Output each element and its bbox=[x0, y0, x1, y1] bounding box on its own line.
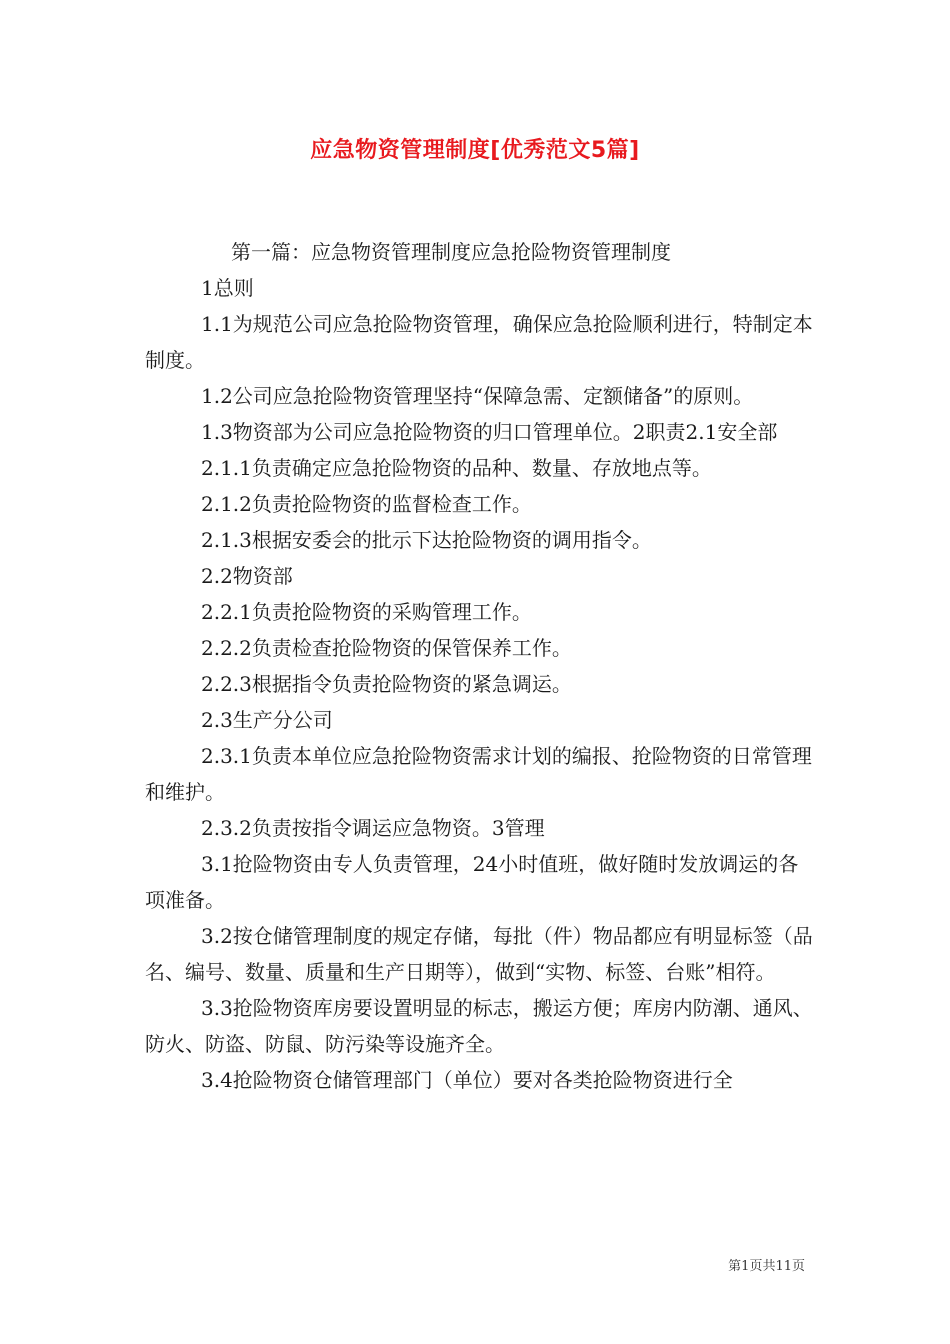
paragraph: 2.1.2负责抢险物资的监督检查工作。 bbox=[201, 492, 532, 516]
section-heading: 2.3生产分公司 bbox=[201, 708, 333, 732]
paragraph: 3.1抢险物资由专人负责管理，24小时值班，做好随时发放调运的各项准备。 bbox=[145, 852, 799, 912]
paragraph: 2.1.3根据安委会的批示下达抢险物资的调用指令。 bbox=[201, 528, 652, 552]
paragraph: 1.2公司应急抢险物资管理坚持“保障急需、定额储备”的原则。 bbox=[201, 384, 754, 408]
paragraph: 2.3.1负责本单位应急抢险物资需求计划的编报、抢险物资的日常管理和维护。 bbox=[145, 744, 812, 804]
paragraph: 2.3.2负责按指令调运应急物资。3管理 bbox=[201, 816, 545, 840]
paragraph: 2.2.2负责检查抢险物资的保管保养工作。 bbox=[201, 636, 572, 660]
document-body bbox=[145, 234, 815, 1098]
paragraph: 1.3物资部为公司应急抢险物资的归口管理单位。2职责2.1安全部 bbox=[201, 420, 778, 444]
section-heading: 2.2物资部 bbox=[201, 564, 293, 588]
page-footer: 第1页共11页 bbox=[728, 1259, 805, 1274]
document-title: 应急物资管理制度[优秀范文5篇] bbox=[310, 138, 640, 163]
paragraph: 2.2.3根据指令负责抢险物资的紧急调运。 bbox=[201, 672, 572, 696]
paragraph: 1.1为规范公司应急抢险物资管理，确保应急抢险顺利进行，特制定本制度。 bbox=[145, 312, 813, 372]
paragraph: 3.3抢险物资库房要设置明显的标志，搬运方便；库房内防潮、通风、防火、防盗、防鼠、防污染等设施齐全。 bbox=[145, 996, 813, 1056]
chapter-heading: 第一篇：应急物资管理制度应急抢险物资管理制度 bbox=[231, 240, 671, 264]
paragraph: 2.1.1负责确定应急抢险物资的品种、数量、存放地点等。 bbox=[201, 456, 712, 480]
paragraph: 3.4抢险物资仓储管理部门（单位）要对各类抢险物资进行全 bbox=[201, 1068, 733, 1092]
paragraph: 2.2.1负责抢险物资的采购管理工作。 bbox=[201, 600, 532, 624]
paragraph: 3.2按仓储管理制度的规定存储，每批（件）物品都应有明显标签（品名、编号、数量、质量和生产日期等），做到“实物、标签、台账”相符。 bbox=[145, 924, 813, 984]
section-heading: 1总则 bbox=[201, 276, 254, 300]
